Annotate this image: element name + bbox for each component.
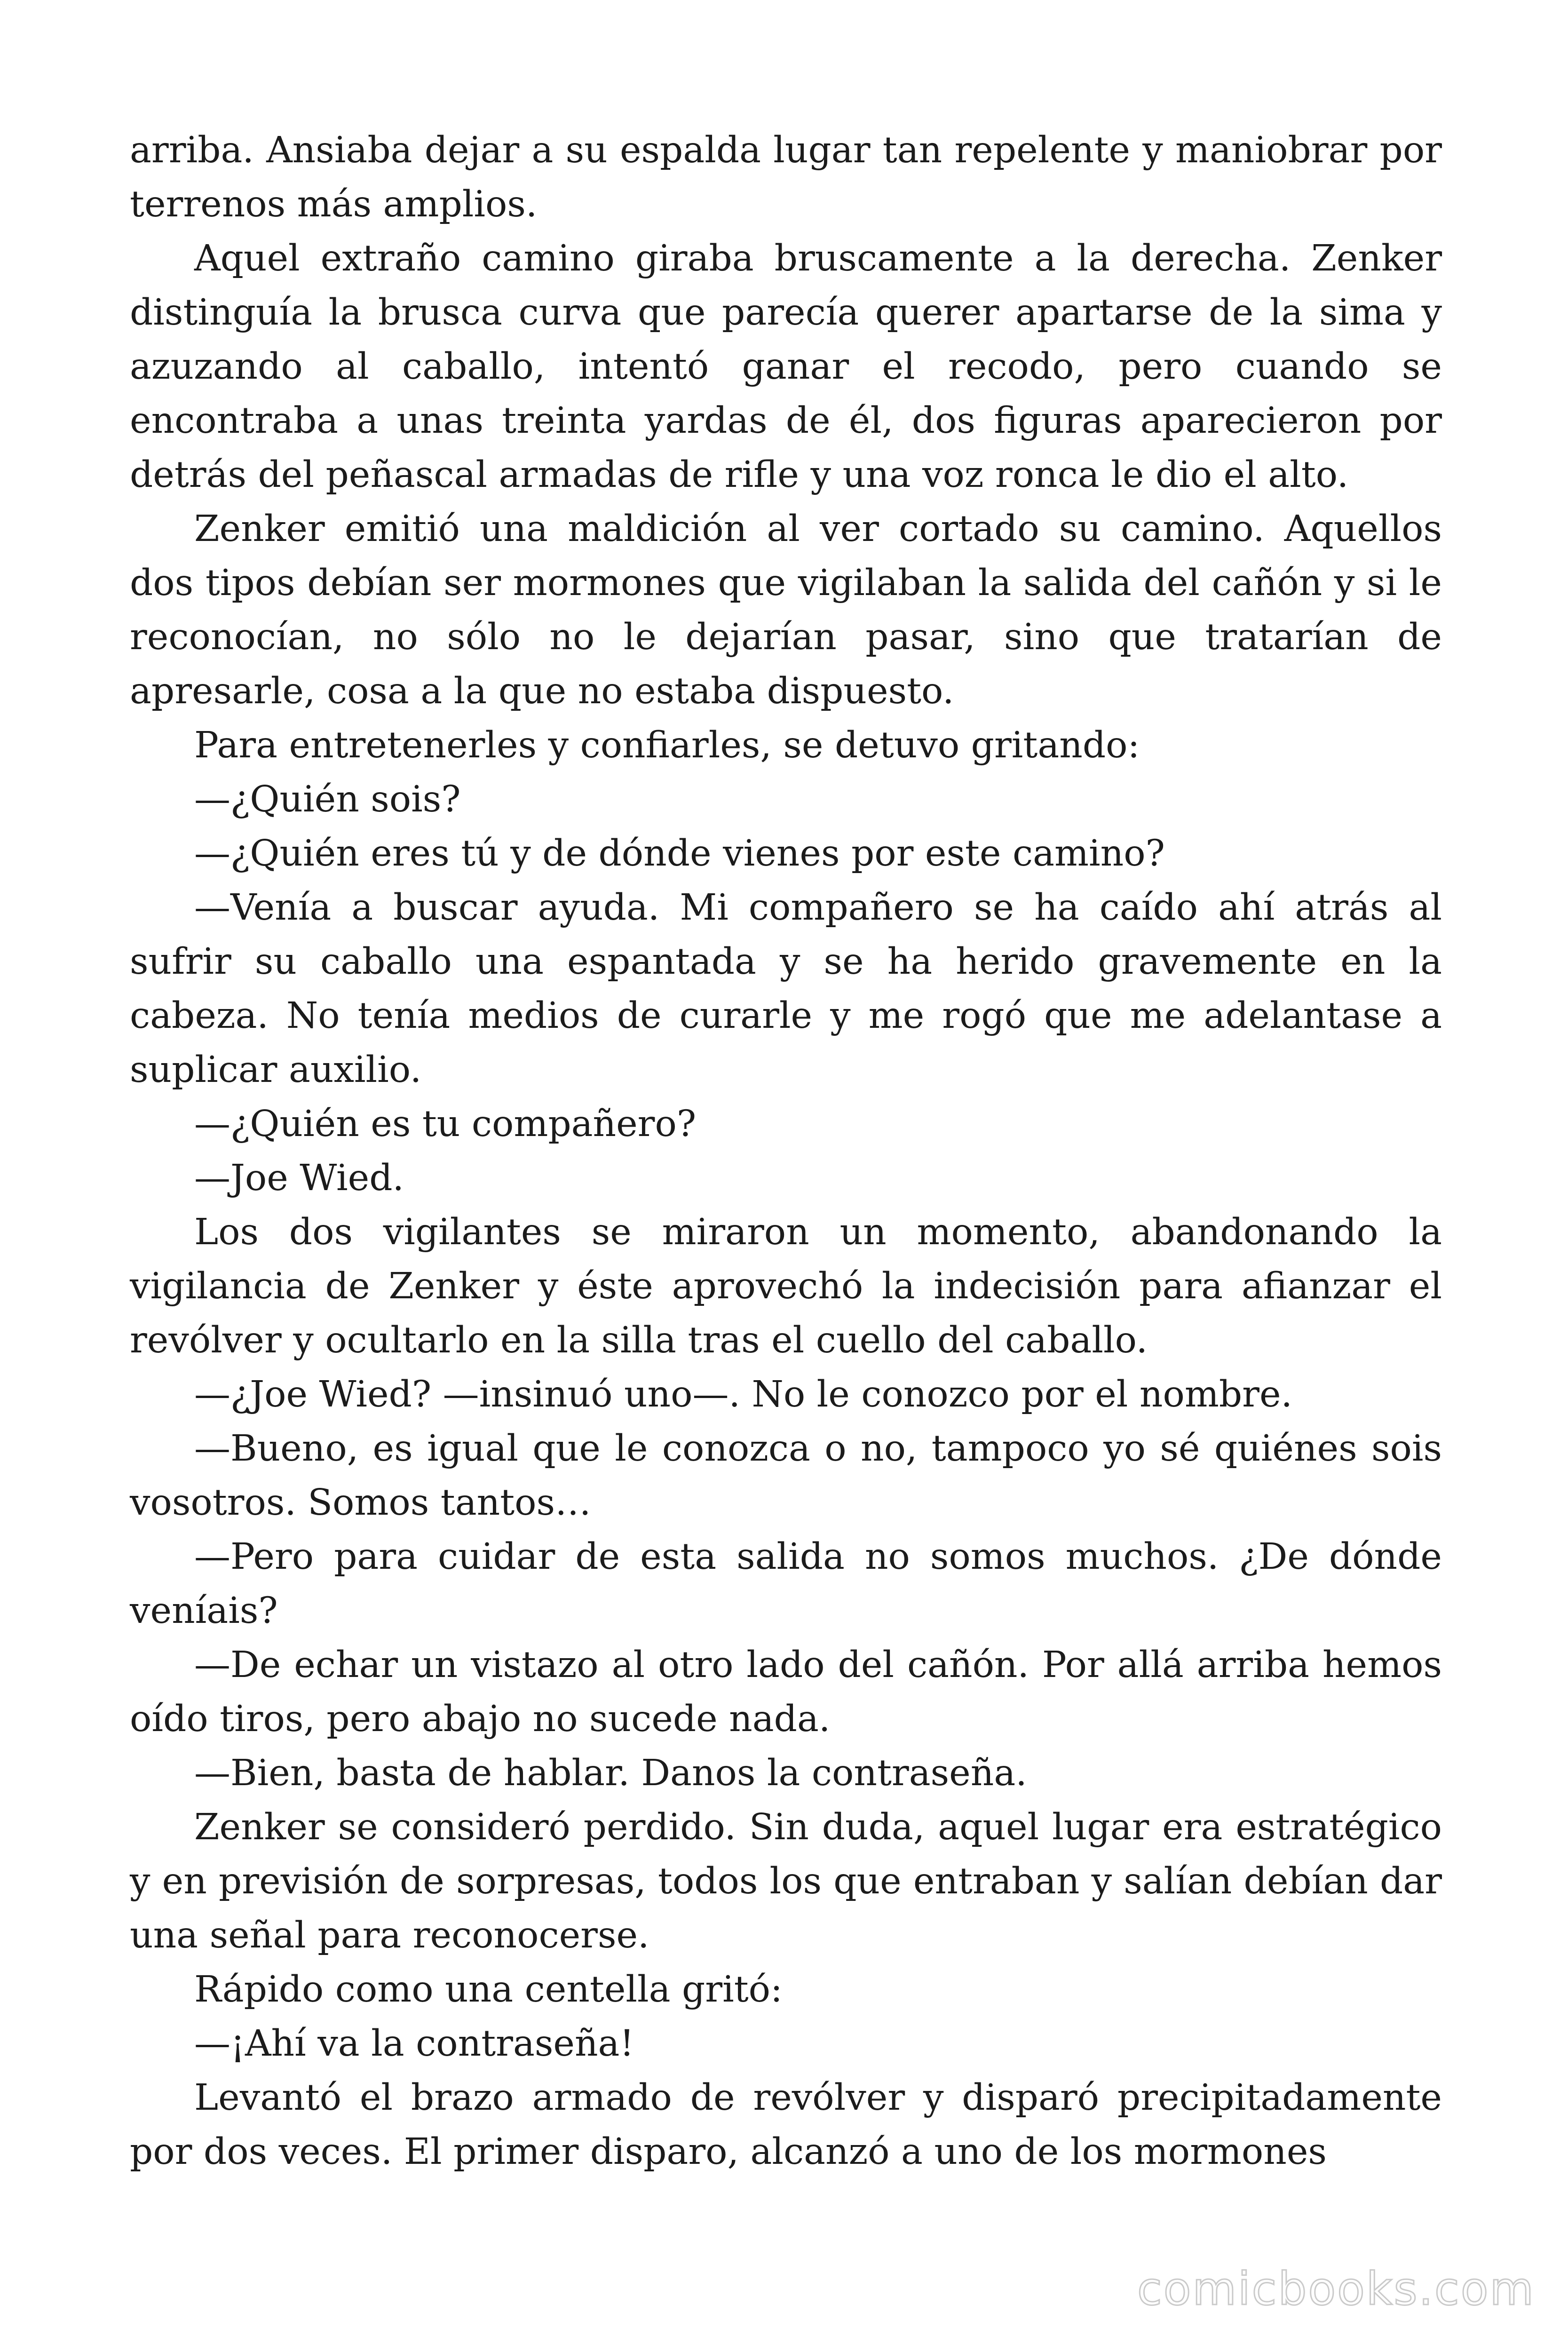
dialogue-line: —Pero para cuidar de esta salida no somos muchos. ¿De dónde veníais? [130,1536,1442,1632]
dialogue-line: —¿Quién sois? [194,779,461,820]
dialogue-line: —Venía a buscar ayuda. Mi compañero se ha caído ahí atrás al sufrir su caballo una espantada y se ha herido gravemente en la cabeza. No tenía medios de curarle y me rogó que me adelantase a suplicar auxilio. [130,887,1442,1091]
page-text [130,123,1442,2179]
dialogue-line: —Bien, basta de hablar. Danos la contraseña. [194,1752,1027,1794]
dialogue-line: —¿Quién es tu compañero? [194,1103,697,1145]
paragraph: Aquel extraño camino giraba bruscamente a la derecha. Zenker distinguía la brusca curva que parecía querer apartarse de la sima y azuzando al caballo, intentó ganar el recodo, pero cuando se encontraba a unas treinta yardas de él, dos figuras aparecieron por detrás del peñascal armadas de rifle y una voz ronca le dio el alto. [130,238,1442,496]
paragraph: Zenker emitió una maldición al ver cortado su camino. Aquellos dos tipos debían ser mormones que vigilaban la salida del cañón y si le reconocían, no sólo no le dejarían pasar, sino que tratarían de apresarle, cosa a la que no estaba dispuesto. [130,508,1442,712]
paragraph: Levantó el brazo armado de revólver y disparó precipitadamente por dos veces. El primer disparo, alcanzó a uno de los mormones [130,2077,1442,2173]
paragraph: arriba. Ansiaba dejar a su espalda lugar tan repelente y maniobrar por terrenos más amplios. [130,129,1442,225]
dialogue-line: —Joe Wied. [194,1157,404,1199]
dialogue-line: —De echar un vistazo al otro lado del cañón. Por allá arriba hemos oído tiros, pero abajo no sucede nada. [130,1644,1442,1740]
dialogue-line: —¡Ahí va la contraseña! [194,2023,634,2065]
paragraph: Rápido como una centella gritó: [194,1969,783,2010]
dialogue-line: —¿Quién eres tú y de dónde vienes por este camino? [194,833,1165,874]
paragraph: Los dos vigilantes se miraron un momento, abandonando la vigilancia de Zenker y éste aprovechó la indecisión para afianzar el revólver y ocultarlo en la silla tras el cuello del caballo. [130,1211,1442,1361]
paragraph: Para entretenerles y confiarles, se detuvo gritando: [194,724,1140,766]
dialogue-line: —Bueno, es igual que le conozca o no, tampoco yo sé quiénes sois vosotros. Somos tantos… [130,1428,1442,1524]
paragraph: Zenker se consideró perdido. Sin duda, aquel lugar era estratégico y en previsión de sorpresas, todos los que entraban y salían debían dar una señal para reconocerse. [130,1806,1442,1956]
dialogue-line: —¿Joe Wied? —insinuó uno—. No le conozco por el nombre. [194,1374,1293,1415]
watermark: comicbooks.com [1137,2263,1535,2315]
